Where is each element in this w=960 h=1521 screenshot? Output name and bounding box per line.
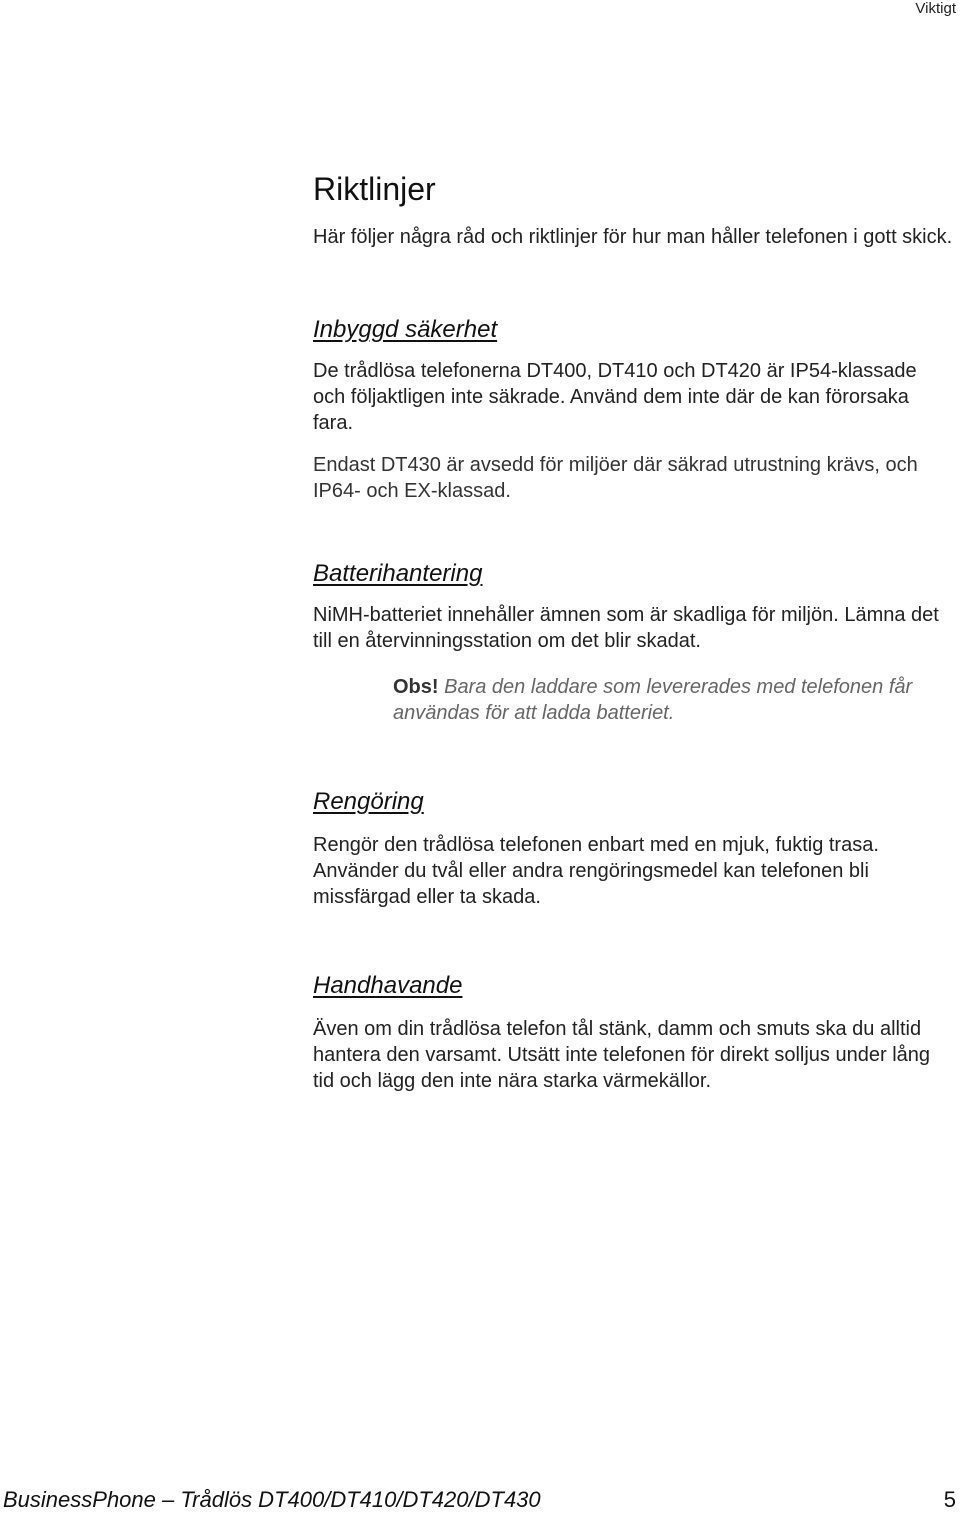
section-battery — [313, 560, 953, 726]
page-footer — [0, 1485, 960, 1521]
page-title: Riktlinjer — [313, 171, 436, 207]
main-content — [313, 170, 953, 1094]
section-heading-battery: Batterihantering — [313, 560, 483, 587]
safety-paragraph-1: De trådlösa telefonerna DT400, DT410 och DT420 är IP54-klassade och följaktligen inte säkrade. Använd dem inte där de kan förorsaka fara. — [313, 360, 917, 434]
section-heading-cleaning: Rengöring — [313, 788, 424, 815]
note-text: Bara den laddare som levererades med telefonen får användas för att ladda batteriet. — [393, 676, 913, 724]
section-cleaning — [313, 788, 953, 910]
battery-paragraph-1: NiMH-batteriet innehåller ämnen som är skadliga för miljön. Lämna det till en återvinningsstation om det blir skadat. — [313, 604, 939, 652]
footer-product-title: BusinessPhone – Trådlös DT400/DT410/DT420/DT430 — [3, 1487, 541, 1512]
section-heading-handling: Handhavande — [313, 972, 463, 999]
footer-page-number: 5 — [943, 1487, 956, 1512]
cleaning-paragraph-1: Rengör den trådlösa telefonen enbart med en mjuk, fuktig trasa. Använder du tvål eller andra rengöringsmedel kan telefonen bli missfärgad eller ta skada. — [313, 834, 879, 908]
handling-paragraph-1: Även om din trådlösa telefon tål stänk, damm och smuts ska du alltid hantera den varsamt. Utsätt inte telefonen för direkt solljus under lång tid och lägg den inte nära starka värmekällor. — [313, 1018, 931, 1092]
section-handling — [313, 972, 953, 1094]
battery-note — [393, 674, 953, 726]
safety-paragraph-2: Endast DT430 är avsedd för miljöer där säkrad utrustning krävs, och IP64- och EX-klassad. — [313, 454, 918, 502]
intro-paragraph: Här följer några råd och riktlinjer för hur man håller telefonen i gott skick. — [313, 226, 953, 248]
section-safety — [313, 316, 953, 504]
section-heading-safety: Inbyggd säkerhet — [313, 316, 498, 343]
note-label: Obs! — [393, 676, 439, 698]
section-label: Viktigt — [915, 0, 956, 17]
